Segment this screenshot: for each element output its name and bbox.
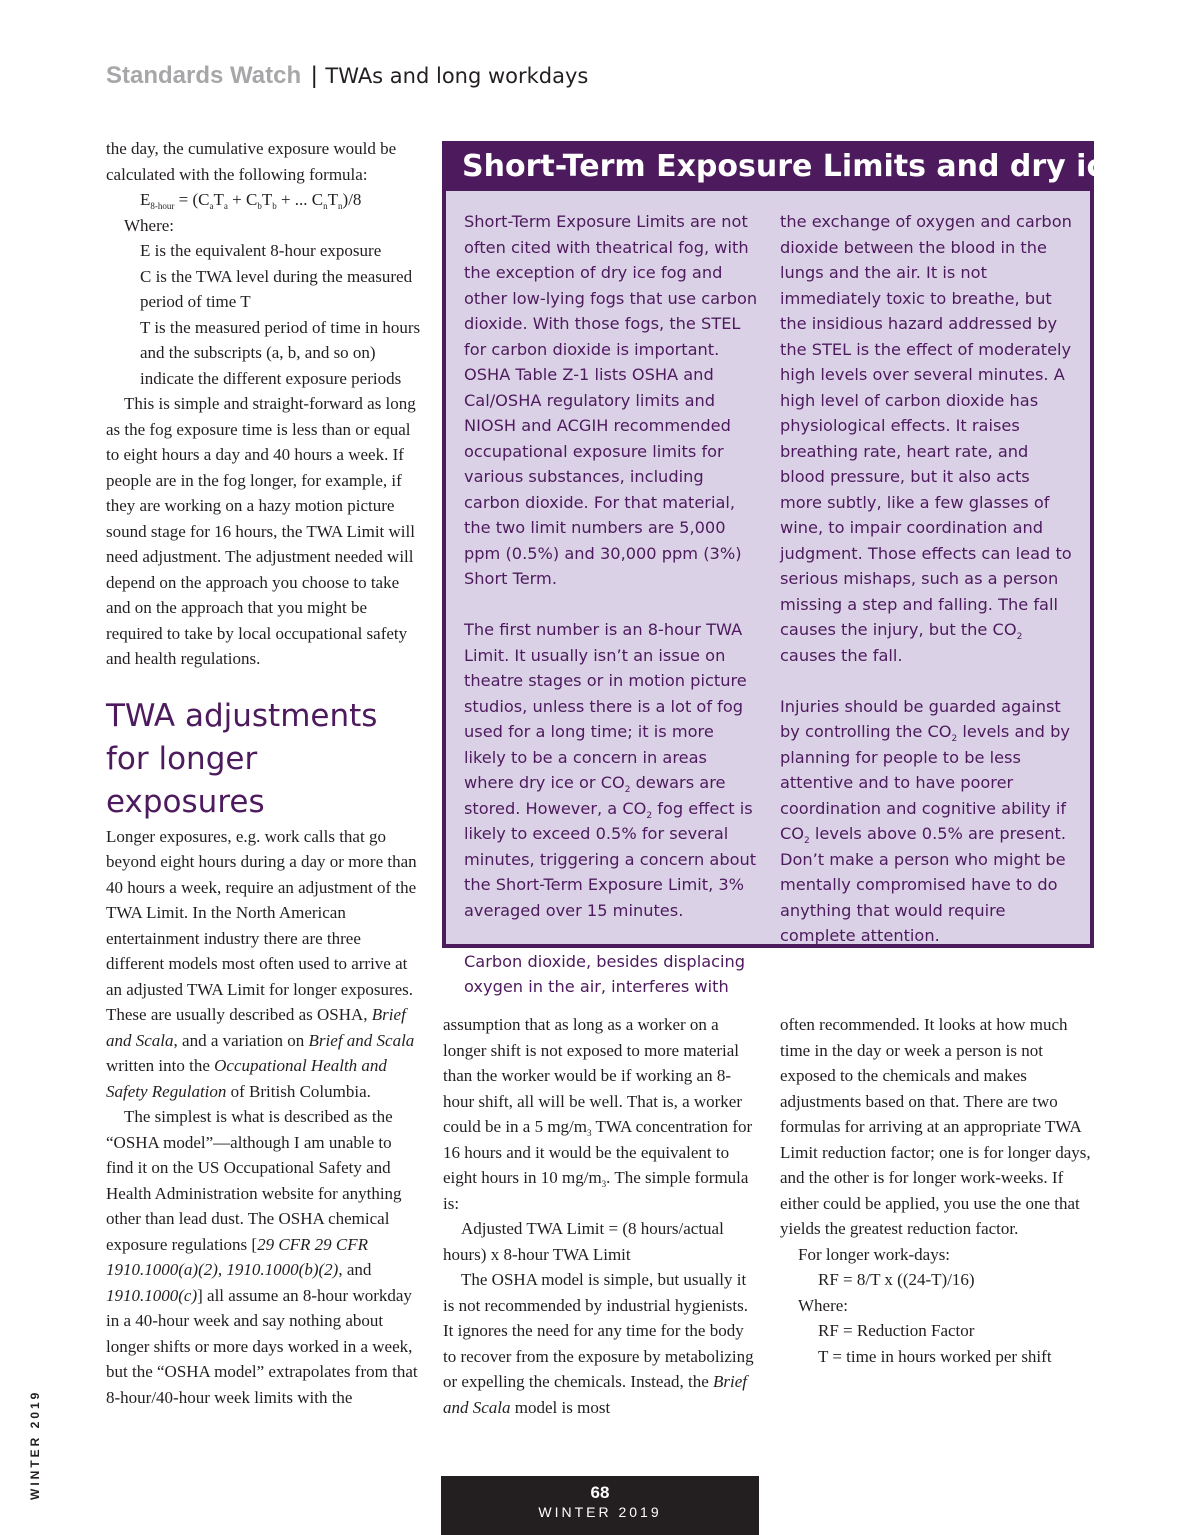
left-column [106, 136, 422, 1410]
definition-t: T is the measured period of time in hours and the subscripts (a, b, and so on) indicate the different exposure periods [140, 317, 421, 388]
formula: $E_{8-hour} = (C_aT_a + C_bT_b$ + ... $C_nT_n)/8$ [140, 190, 362, 211]
sidebar-column-2 [780, 209, 1076, 949]
formula: RF = 8/T x ((24-T)/16) [818, 1270, 975, 1289]
paragraph: assumption that as long as a worker on a longer shift is not exposed to more material than the worker would be if working an 8-hour shift, all will be well. That is, a worker could be in a 5 $mg/m_3$ TWA concentration for 16 hours and it would be the equivalent to eight hours in 10 $mg/m_3$. The simple formula is: [443, 1015, 753, 1213]
paragraph: the day, the cumulative exposure would be calculated with the following formula: [106, 139, 397, 184]
page-footer [441, 1476, 759, 1535]
running-header [106, 62, 588, 90]
sidebar-paragraph: Carbon dioxide, besides displacing oxygen in the air, interferes with [464, 951, 746, 996]
issue-side-label: WINTER 2019 [28, 1389, 42, 1500]
formula-label: For longer work-days: [798, 1244, 951, 1264]
definition-e: E is the equivalent 8-hour exposure [140, 241, 382, 260]
sidebar-paragraph: The first number is an 8-hour TWA Limit. It usually isn’t an issue on theatre stages or in motion picture studios, unless there is a lot of fog used for a long time; it is more likely to be a concern in areas where dry ice or $CO_2$ dewars are stored. However, a $CO_2$ fog effect is likely to exceed 0.5% for several minutes, triggering a concern about the Short-Term Exposure Limit, 3% averaged over 15 minutes. [464, 620, 757, 920]
where-label: Where: [124, 215, 175, 235]
sidebar-paragraph: Injuries should be guarded against by controlling the $CO_2$ levels and by planning for people to be less attentive and to have poorer coordination and cognitive ability if $CO_2$ levels above 0.5% are present. Don’t make a person who might be mentally compromised have to do anything that would require complete attention. [780, 696, 1070, 945]
paragraph: This is simple and straight-forward as long as the fog exposure time is less than or equal to eight hours a day and 40 hours a week. If people are in the fog longer, for example, if they are working on a hazy motion picture sound stage for 16 hours, the TWA Limit will need adjustment. The adjustment needed will depend on the approach you choose to take and on the approach that you might be required to take by local occupational safety and health regulations. [106, 394, 416, 668]
issue-label: WINTER 2019 [538, 1504, 662, 1520]
formula: Adjusted TWA Limit = (8 hours/actual hours) x 8-hour TWA Limit [443, 1219, 724, 1264]
paragraph: The OSHA model is simple, but usually it is not recommended by industrial hygienists. It ignores the need for any time for the body to recover from the exposure by metabolizing or expelling the chemicals. Instead, the Brief and Scala model is most [443, 1270, 754, 1417]
middle-column [443, 1012, 755, 1420]
right-column [780, 1012, 1098, 1369]
article-title: TWAs and long workdays [325, 64, 589, 88]
definition-c: C is the TWA level during the measured period of time T [140, 266, 413, 311]
paragraph: The simplest is what is described as the “OSHA model”—although I am unable to find it on the US Occupational Safety and Health Administration website for anything other than lead dust. The OSHA chemical exposure regulations [29 CFR 29 CFR 1910.1000(a)(2), 1910.1000(b)(2), and 1910.1000(c)] all assume an 8-hour workday in a 40-hour week and say nothing about longer shifts or more days worked in a week, but the “OSHA model” extrapolates from that 8-hour/40-hour week limits with the [106, 1107, 418, 1407]
section-name: Standards Watch [106, 62, 302, 89]
header-separator: | [311, 62, 318, 89]
sidebar-paragraph: the exchange of oxygen and carbon dioxide between the blood in the lungs and the air. It is not immediately toxic to breathe, but the insidious hazard addressed by the STEL is the effect of moderately high levels over several minutes. A high level of carbon dioxide has physiological effects. It raises breathing rate, heart rate, and blood pressure, but it also acts more subtly, like a few glasses of wine, to impair coordination and judgment. Those effects can lead to serious mishaps, such as a person missing a step and falling. The fall causes the injury, but the $CO_2$ causes the fall. [780, 212, 1072, 665]
sidebar-column-1 [464, 209, 760, 1000]
paragraph: Longer exposures, e.g. work calls that go beyond eight hours during a day or more than 40 hours a week, require an adjustment of the TWA Limit. In the North American entertainment industry there are three different models most often used to arrive at an adjusted TWA Limit for longer exposures. These are usually described as OSHA, Brief and Scala, and a variation on Brief and Scala written into the Occupational Health and Safety Regulation of British Columbia. [106, 826, 417, 1101]
section-heading: TWA adjustments for longer exposures [106, 697, 378, 820]
page-number: 68 [590, 1483, 610, 1502]
paragraph: often recommended. It looks at how much time in the day or week a person is not exposed to the chemicals and makes adjustments based on that. There are two formulas for arriving at an appropriate TWA Limit reduction factor; one is for longer days, and the other is for longer work-weeks. If either could be applied, you use the one that yields the greatest reduction factor. [780, 1015, 1091, 1238]
sidebar-box [442, 141, 1191, 996]
sidebar-paragraph: Short-Term Exposure Limits are not often cited with theatrical fog, with the exception of dry ice fog and other low-lying fogs that use carbon dioxide. With those fogs, the STEL for carbon dioxide is important. OSHA Table Z-1 lists OSHA and Cal/OSHA regulatory limits and NIOSH and ACGIH recommended occupational exposure limits for various substances, including carbon dioxide. For that material, the two limit numbers are 5,000 ppm (0.5%) and 30,000 ppm (3%) Short Term. [464, 212, 758, 588]
sidebar-title: Short-Term Exposure Limits and dry ice fog [446, 145, 1090, 191]
definition-t: T = time in hours worked per shift [818, 1346, 1052, 1366]
where-label: Where: [798, 1295, 849, 1315]
definition-rf: RF = Reduction Factor [818, 1321, 975, 1340]
